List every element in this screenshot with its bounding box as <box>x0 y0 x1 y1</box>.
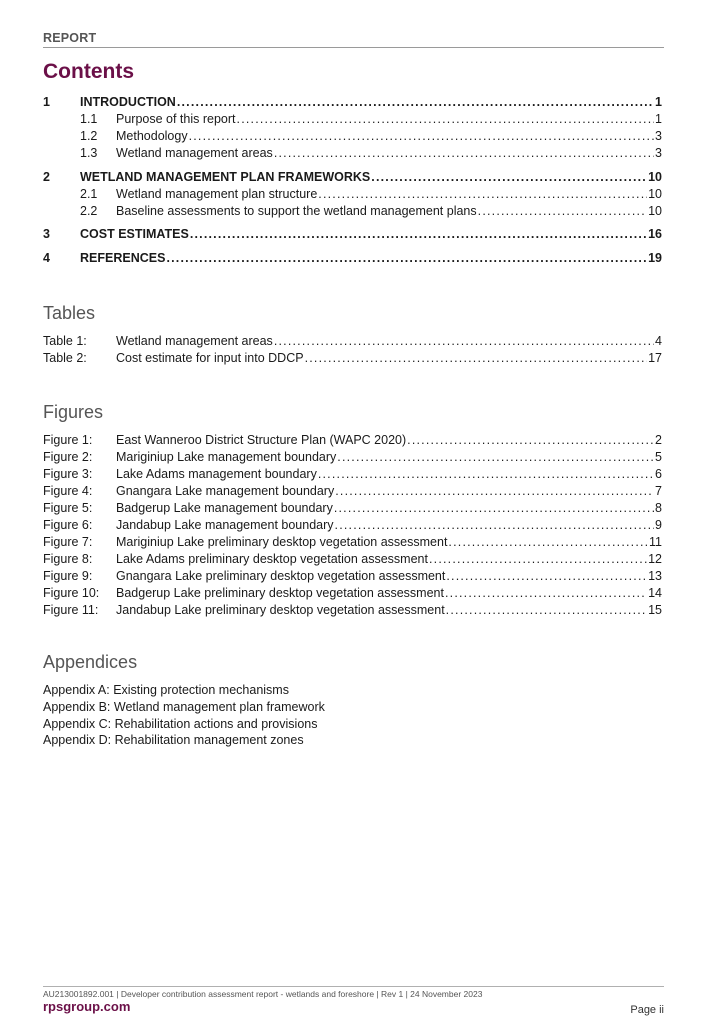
figure-entry-number: Figure 9: <box>43 569 93 583</box>
tables-list <box>43 333 662 367</box>
figure-entry-page: 6 <box>655 467 662 481</box>
toc-entry-title: Purpose of this report <box>116 112 236 126</box>
table-entry[interactable] <box>43 350 662 367</box>
toc-entry-number: 4 <box>43 251 50 265</box>
figure-entry-page: 13 <box>648 569 662 583</box>
figure-entry-page: 11 <box>649 535 662 549</box>
dot-leader <box>274 145 654 162</box>
figure-entry-title: Mariginiup Lake preliminary desktop vegetation assessment <box>116 535 448 549</box>
table-entry-title: Wetland management areas <box>116 334 273 348</box>
dot-leader <box>189 128 654 145</box>
dot-leader <box>478 203 647 220</box>
figure-entry-page: 5 <box>655 450 662 464</box>
dot-leader <box>166 250 647 267</box>
toc-entry-number: 1.1 <box>80 112 98 126</box>
figure-entry-title: Jandabup Lake preliminary desktop vegetation assessment <box>116 603 445 617</box>
dot-leader <box>335 483 654 500</box>
toc-entry-page: 1 <box>655 95 662 109</box>
dot-leader <box>177 94 654 111</box>
toc-entry-cost-estimates[interactable] <box>43 226 662 243</box>
toc-entry-number: 1 <box>43 95 50 109</box>
toc-entry-title: COST ESTIMATES <box>80 227 189 241</box>
table-entry-page: 4 <box>655 334 662 348</box>
dot-leader <box>429 551 647 568</box>
figure-entry-page: 12 <box>648 552 662 566</box>
toc-entry-title: Wetland management areas <box>116 146 273 160</box>
dot-leader <box>237 111 655 128</box>
toc-entry-plan-structure[interactable] <box>43 186 662 203</box>
contents-list-section-3 <box>43 226 662 243</box>
figure-entry-page: 8 <box>655 501 662 515</box>
dot-leader <box>318 186 647 203</box>
contents-list <box>43 94 662 162</box>
toc-entry-title: REFERENCES <box>80 251 166 265</box>
toc-entry-page: 3 <box>655 129 662 143</box>
table-entry-title: Cost estimate for input into DDCP <box>116 351 304 365</box>
toc-entry-references[interactable] <box>43 250 662 267</box>
figure-entry-number: Figure 1: <box>43 433 93 447</box>
toc-entry-purpose[interactable] <box>43 111 662 128</box>
figure-entry[interactable] <box>43 568 662 585</box>
table-entry[interactable] <box>43 333 662 350</box>
footer-document-info: AU213001892.001 | Developer contribution assessment report - wetlands and foreshore | Rev 1 | 24 November 2023 <box>43 989 483 999</box>
figure-entry-number: Figure 3: <box>43 467 93 481</box>
toc-entry-title: Methodology <box>116 129 188 143</box>
dot-leader <box>318 466 654 483</box>
figure-entry-title: Gnangara Lake preliminary desktop vegetation assessment <box>116 569 446 583</box>
figure-entry[interactable] <box>43 517 662 534</box>
figure-entry[interactable] <box>43 551 662 568</box>
figures-list <box>43 432 662 619</box>
dot-leader <box>407 432 654 449</box>
toc-entry-title: Wetland management plan structure <box>116 187 318 201</box>
contents-list-section-4 <box>43 250 662 267</box>
tables-heading: Tables <box>43 303 96 323</box>
toc-entry-frameworks[interactable] <box>43 169 662 186</box>
figure-entry-title: Badgerup Lake management boundary <box>116 501 333 515</box>
footer-divider <box>43 986 664 987</box>
appendix-b-link[interactable]: Appendix B: Wetland management plan framework <box>43 700 325 714</box>
dot-leader <box>305 350 648 367</box>
toc-entry-title: Baseline assessments to support the wetland management plans <box>116 204 477 218</box>
appendices-heading: Appendices <box>43 652 138 672</box>
toc-entry-title: INTRODUCTION <box>80 95 176 109</box>
figure-entry-number: Figure 5: <box>43 501 93 515</box>
figure-entry-number: Figure 6: <box>43 518 93 532</box>
dot-leader <box>445 585 647 602</box>
dot-leader <box>334 500 654 517</box>
contents-list-section-2 <box>43 169 662 220</box>
figure-entry[interactable] <box>43 432 662 449</box>
toc-entry-page: 10 <box>648 170 662 184</box>
toc-entry-title: WETLAND MANAGEMENT PLAN FRAMEWORKS <box>80 170 371 184</box>
figure-entry-title: East Wanneroo District Structure Plan (WAPC 2020) <box>116 433 407 447</box>
toc-entry-page: 19 <box>648 251 662 265</box>
toc-entry-number: 1.3 <box>80 146 98 160</box>
appendix-c-link[interactable]: Appendix C: Rehabilitation actions and provisions <box>43 717 318 731</box>
contents-title: Contents <box>43 60 134 83</box>
toc-entry-page: 1 <box>655 112 662 126</box>
dot-leader <box>335 517 655 534</box>
toc-entry-wetland-areas[interactable] <box>43 145 662 162</box>
toc-entry-introduction[interactable] <box>43 94 662 111</box>
table-entry-number: Table 2: <box>43 351 87 365</box>
toc-entry-page: 16 <box>648 227 662 241</box>
dot-leader <box>274 333 654 350</box>
figure-entry[interactable] <box>43 449 662 466</box>
toc-entry-number: 2.1 <box>80 187 98 201</box>
footer-page-number: Page ii <box>630 1004 664 1016</box>
figure-entry-number: Figure 4: <box>43 484 93 498</box>
figure-entry-number: Figure 8: <box>43 552 93 566</box>
figure-entry-number: Figure 7: <box>43 535 93 549</box>
figure-entry-page: 7 <box>655 484 662 498</box>
figure-entry-page: 15 <box>648 603 662 617</box>
figure-entry[interactable] <box>43 483 662 500</box>
figure-entry[interactable] <box>43 466 662 483</box>
report-header-label: REPORT <box>43 31 97 45</box>
figure-entry-number: Figure 10: <box>43 586 100 600</box>
figure-entry[interactable] <box>43 500 662 517</box>
dot-leader <box>337 449 654 466</box>
figure-entry-title: Gnangara Lake management boundary <box>116 484 335 498</box>
figure-entry-number: Figure 2: <box>43 450 93 464</box>
figure-entry-title: Lake Adams preliminary desktop vegetation assessment <box>116 552 428 566</box>
figure-entry[interactable] <box>43 534 662 551</box>
toc-entry-number: 1.2 <box>80 129 98 143</box>
figure-entry[interactable] <box>43 602 662 619</box>
toc-entry-page: 10 <box>648 187 662 201</box>
toc-entry-page: 3 <box>655 146 662 160</box>
figure-entry-page: 9 <box>655 518 662 532</box>
header-divider <box>43 47 664 48</box>
figure-entry-title: Mariginiup Lake management boundary <box>116 450 337 464</box>
toc-entry-number: 2.2 <box>80 204 98 218</box>
figure-entry-page: 14 <box>648 586 662 600</box>
appendix-d-link[interactable]: Appendix D: Rehabilitation management zones <box>43 733 304 747</box>
figure-entry-title: Jandabup Lake management boundary <box>116 518 334 532</box>
figures-heading: Figures <box>43 402 104 422</box>
toc-entry-page: 10 <box>648 204 662 218</box>
appendix-a-link[interactable]: Appendix A: Existing protection mechanisms <box>43 683 289 697</box>
figure-entry-number: Figure 11: <box>43 603 99 617</box>
figure-entry-title: Badgerup Lake preliminary desktop vegetation assessment <box>116 586 444 600</box>
figure-entry-title: Lake Adams management boundary <box>116 467 317 481</box>
figure-entry[interactable] <box>43 585 662 602</box>
toc-entry-number: 2 <box>43 170 50 184</box>
toc-entry-methodology[interactable] <box>43 128 662 145</box>
dot-leader <box>448 534 648 551</box>
dot-leader <box>446 602 647 619</box>
table-entry-number: Table 1: <box>43 334 87 348</box>
figure-entry-page: 2 <box>655 433 662 447</box>
dot-leader <box>190 226 647 243</box>
footer-brand-link[interactable]: rpsgroup.com <box>43 999 131 1014</box>
dot-leader <box>371 169 647 186</box>
toc-entry-number: 3 <box>43 227 50 241</box>
table-entry-page: 17 <box>648 351 662 365</box>
toc-entry-baseline-assessments[interactable] <box>43 203 662 220</box>
dot-leader <box>446 568 647 585</box>
